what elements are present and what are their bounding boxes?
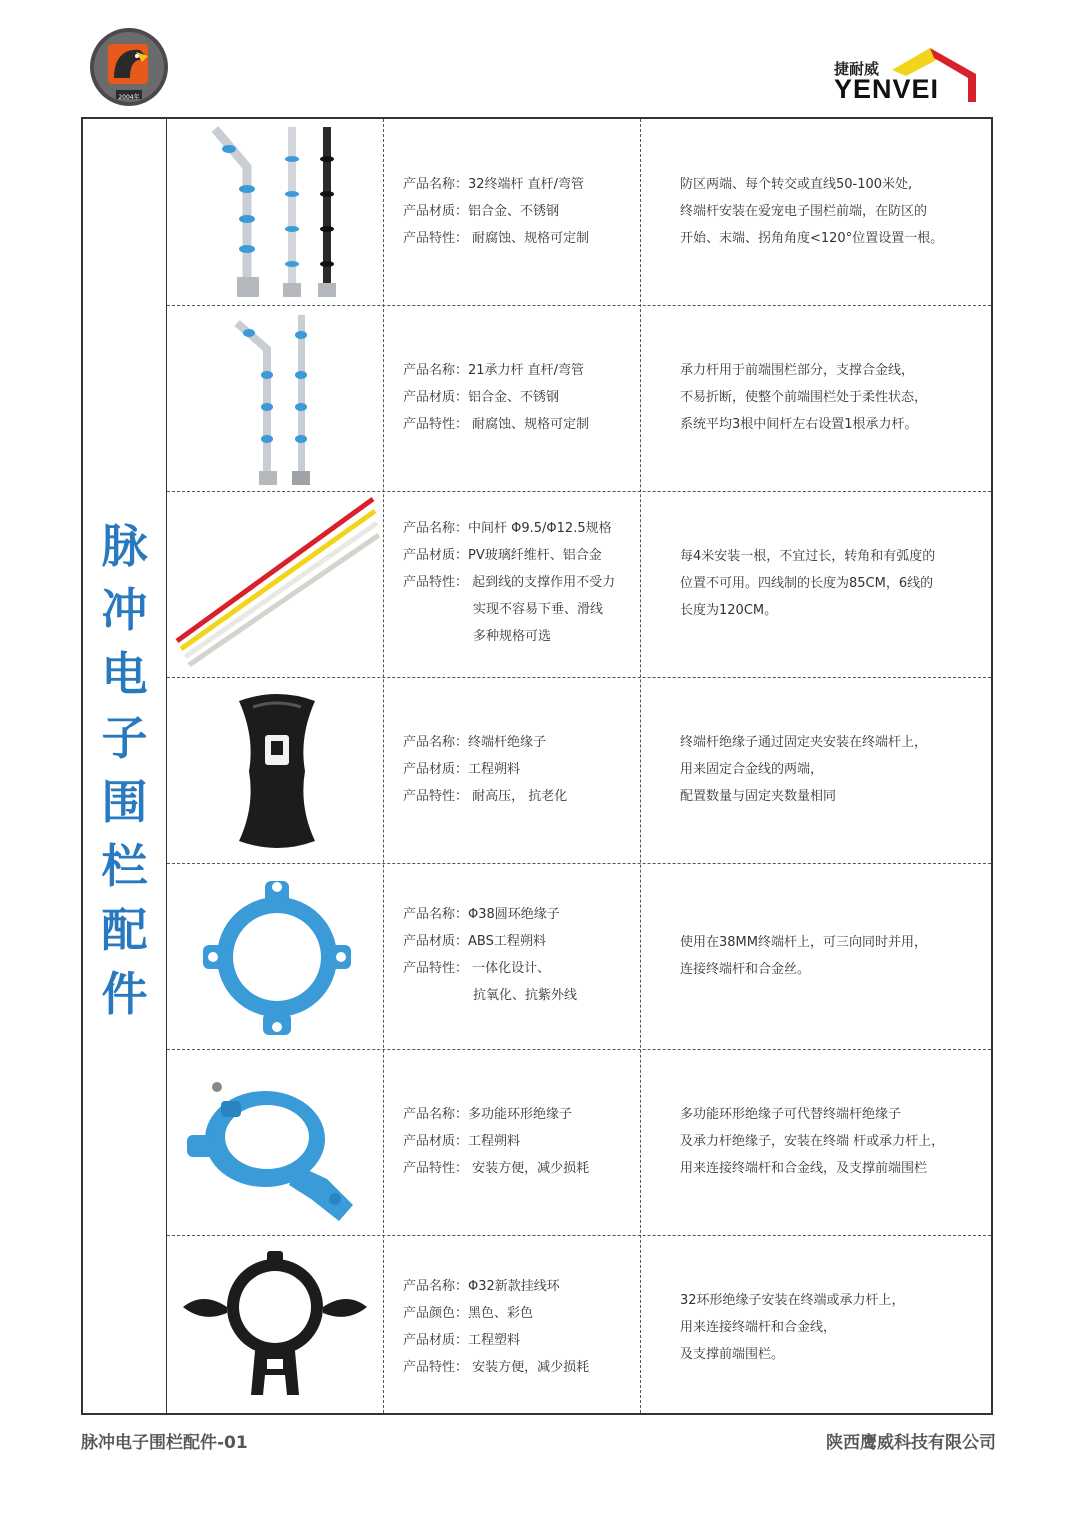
spec-cell xyxy=(403,901,643,1009)
spec-line: 产品材质：PV玻璃纤维杆、铝合金 xyxy=(403,548,602,563)
side-title-char: 配 xyxy=(101,903,148,957)
desc-line: 防区两端、每个转交或直线50-100米处, xyxy=(680,177,913,192)
desc-line: 连接终端杆和合金丝。 xyxy=(680,962,811,977)
multi-ring-insulator-icon xyxy=(167,1049,383,1235)
spec-cell xyxy=(403,1273,643,1381)
side-title-char: 栏 xyxy=(101,839,148,893)
desc-line: 用来固定合金线的两端， xyxy=(680,762,824,777)
spec-line: 产品材质：工程朔料 xyxy=(403,1134,521,1149)
spec-line: 产品特性： 一体化设计、 xyxy=(403,961,551,976)
ring-insulator-icon xyxy=(167,863,383,1049)
desc-line: 32环形绝缘子安装在终端或承力杆上， xyxy=(680,1293,905,1308)
end-insulator-icon xyxy=(167,677,383,863)
spec-line: 产品特性： 起到线的支撑作用不受力 xyxy=(403,575,616,590)
hanging-ring-icon xyxy=(167,1235,383,1413)
spec-line: 产品名称：32终端杆 直杆/弯管 xyxy=(403,177,585,192)
spec-line: 产品名称：中间杆 Φ9.5/Φ12.5规格 xyxy=(403,521,612,536)
desc-line: 用来连接终端杆和合金线， xyxy=(680,1320,837,1335)
spec-line: 产品特性： 耐腐蚀、规格可定制 xyxy=(403,417,590,432)
desc-line: 不易折断，使整个前端围栏处于柔性状态， xyxy=(680,390,928,405)
desc-line: 及支撑前端围栏。 xyxy=(680,1347,785,1362)
spec-line: 产品材质：铝合金、不锈钢 xyxy=(403,204,560,219)
spec-line: 产品名称：多功能环形绝缘子 xyxy=(403,1107,573,1122)
desc-line: 承力杆用于前端围栏部分，支撑合金线， xyxy=(680,363,915,378)
spec-line: 产品特性： 耐腐蚀、规格可定制 xyxy=(403,231,590,246)
emblem-year: 2004年 xyxy=(118,94,140,101)
product-row xyxy=(167,491,991,678)
spec-cell xyxy=(403,171,643,252)
company-emblem xyxy=(88,26,170,108)
spec-line: 多种规格可选 xyxy=(473,629,552,644)
product-row xyxy=(167,863,991,1050)
product-image xyxy=(167,491,383,677)
end-pole-icon xyxy=(167,119,383,305)
description-cell xyxy=(680,929,980,983)
product-image xyxy=(167,1049,383,1235)
brand-name-en: YENVEI xyxy=(834,74,940,104)
product-image xyxy=(167,863,383,1049)
spec-line: 产品名称：Φ38圆环绝缘子 xyxy=(403,907,560,922)
support-pole-icon xyxy=(167,305,383,491)
desc-line: 用来连接终端杆和合金线，及支撑前端围栏 xyxy=(680,1161,928,1176)
side-title-char: 子 xyxy=(101,711,148,765)
product-row xyxy=(167,119,991,306)
side-title xyxy=(83,119,167,1413)
spec-cell xyxy=(403,1101,643,1182)
spec-line: 产品材质：工程朔料 xyxy=(403,762,521,777)
product-image xyxy=(167,677,383,863)
spec-cell xyxy=(403,515,643,650)
spec-line: 产品材质：铝合金、不锈钢 xyxy=(403,390,560,405)
spec-cell xyxy=(403,357,643,438)
desc-line: 开始、末端、拐角角度<120°位置设置一根。 xyxy=(680,231,944,246)
spec-line: 产品特性： 耐高压， 抗老化 xyxy=(403,789,568,804)
product-rows xyxy=(167,119,991,1413)
side-title-char: 电 xyxy=(101,647,148,701)
footer-company-name: 陕西鹰威科技有限公司 xyxy=(826,1433,996,1453)
description-cell xyxy=(680,543,980,624)
middle-rod-icon xyxy=(167,491,383,677)
spec-line: 产品特性： 安装方便，减少损耗 xyxy=(403,1161,590,1176)
spec-line: 产品材质：工程塑料 xyxy=(403,1333,521,1348)
spec-line: 产品名称：21承力杆 直杆/弯管 xyxy=(403,363,585,378)
brand-name-cn: 捷耐威 xyxy=(834,60,880,78)
spec-cell xyxy=(403,729,643,810)
desc-line: 每4米安装一根，不宜过长，转角和有弧度的 xyxy=(680,549,936,564)
spec-line: 产品特性： 安装方便，减少损耗 xyxy=(403,1360,590,1375)
side-title-char: 脉 xyxy=(101,519,148,573)
product-row xyxy=(167,1235,991,1413)
side-title-char: 冲 xyxy=(101,583,148,637)
spec-line: 实现不容易下垂、滑线 xyxy=(473,602,604,617)
spec-line: 产品名称：终端杆绝缘子 xyxy=(403,735,547,750)
desc-line: 配置数量与固定夹数量相同 xyxy=(680,789,837,804)
desc-line: 多功能环形绝缘子可代替终端杆绝缘子 xyxy=(680,1107,902,1122)
side-title-char: 围 xyxy=(101,775,148,829)
footer-page-label: 脉冲电子围栏配件-01 xyxy=(81,1433,248,1453)
description-cell xyxy=(680,1101,980,1182)
desc-line: 终端杆安装在爱宠电子围栏前端，在防区的 xyxy=(680,204,928,219)
product-row xyxy=(167,305,991,492)
product-table xyxy=(81,117,993,1415)
product-row xyxy=(167,1049,991,1236)
description-cell xyxy=(680,729,980,810)
product-image xyxy=(167,1235,383,1413)
side-title-char: 件 xyxy=(101,967,148,1021)
desc-line: 长度为120CM。 xyxy=(680,603,778,618)
spec-line: 产品材质：ABS工程朔料 xyxy=(403,934,546,949)
product-image xyxy=(167,305,383,491)
spec-line: 产品名称：Φ32新款挂线环 xyxy=(403,1279,560,1294)
desc-line: 系统平均3根中间杆左右设置1根承力杆。 xyxy=(680,417,918,432)
description-cell xyxy=(680,1287,980,1368)
desc-line: 位置不可用。四线制的长度为85CM，6线的 xyxy=(680,576,934,591)
description-cell xyxy=(680,171,980,252)
description-cell xyxy=(680,357,980,438)
product-image xyxy=(167,119,383,305)
brand-logo xyxy=(834,44,980,108)
desc-line: 及承力杆绝缘子，安装在终端 杆或承力杆上， xyxy=(680,1134,945,1149)
product-row xyxy=(167,677,991,864)
desc-line: 终端杆绝缘子通过固定夹安装在终端杆上， xyxy=(680,735,928,750)
spec-line: 产品颜色：黑色、彩色 xyxy=(403,1306,534,1321)
spec-line: 抗氧化、抗紫外线 xyxy=(473,988,578,1003)
desc-line: 使用在38MM终端杆上，可三向同时并用， xyxy=(680,935,927,950)
